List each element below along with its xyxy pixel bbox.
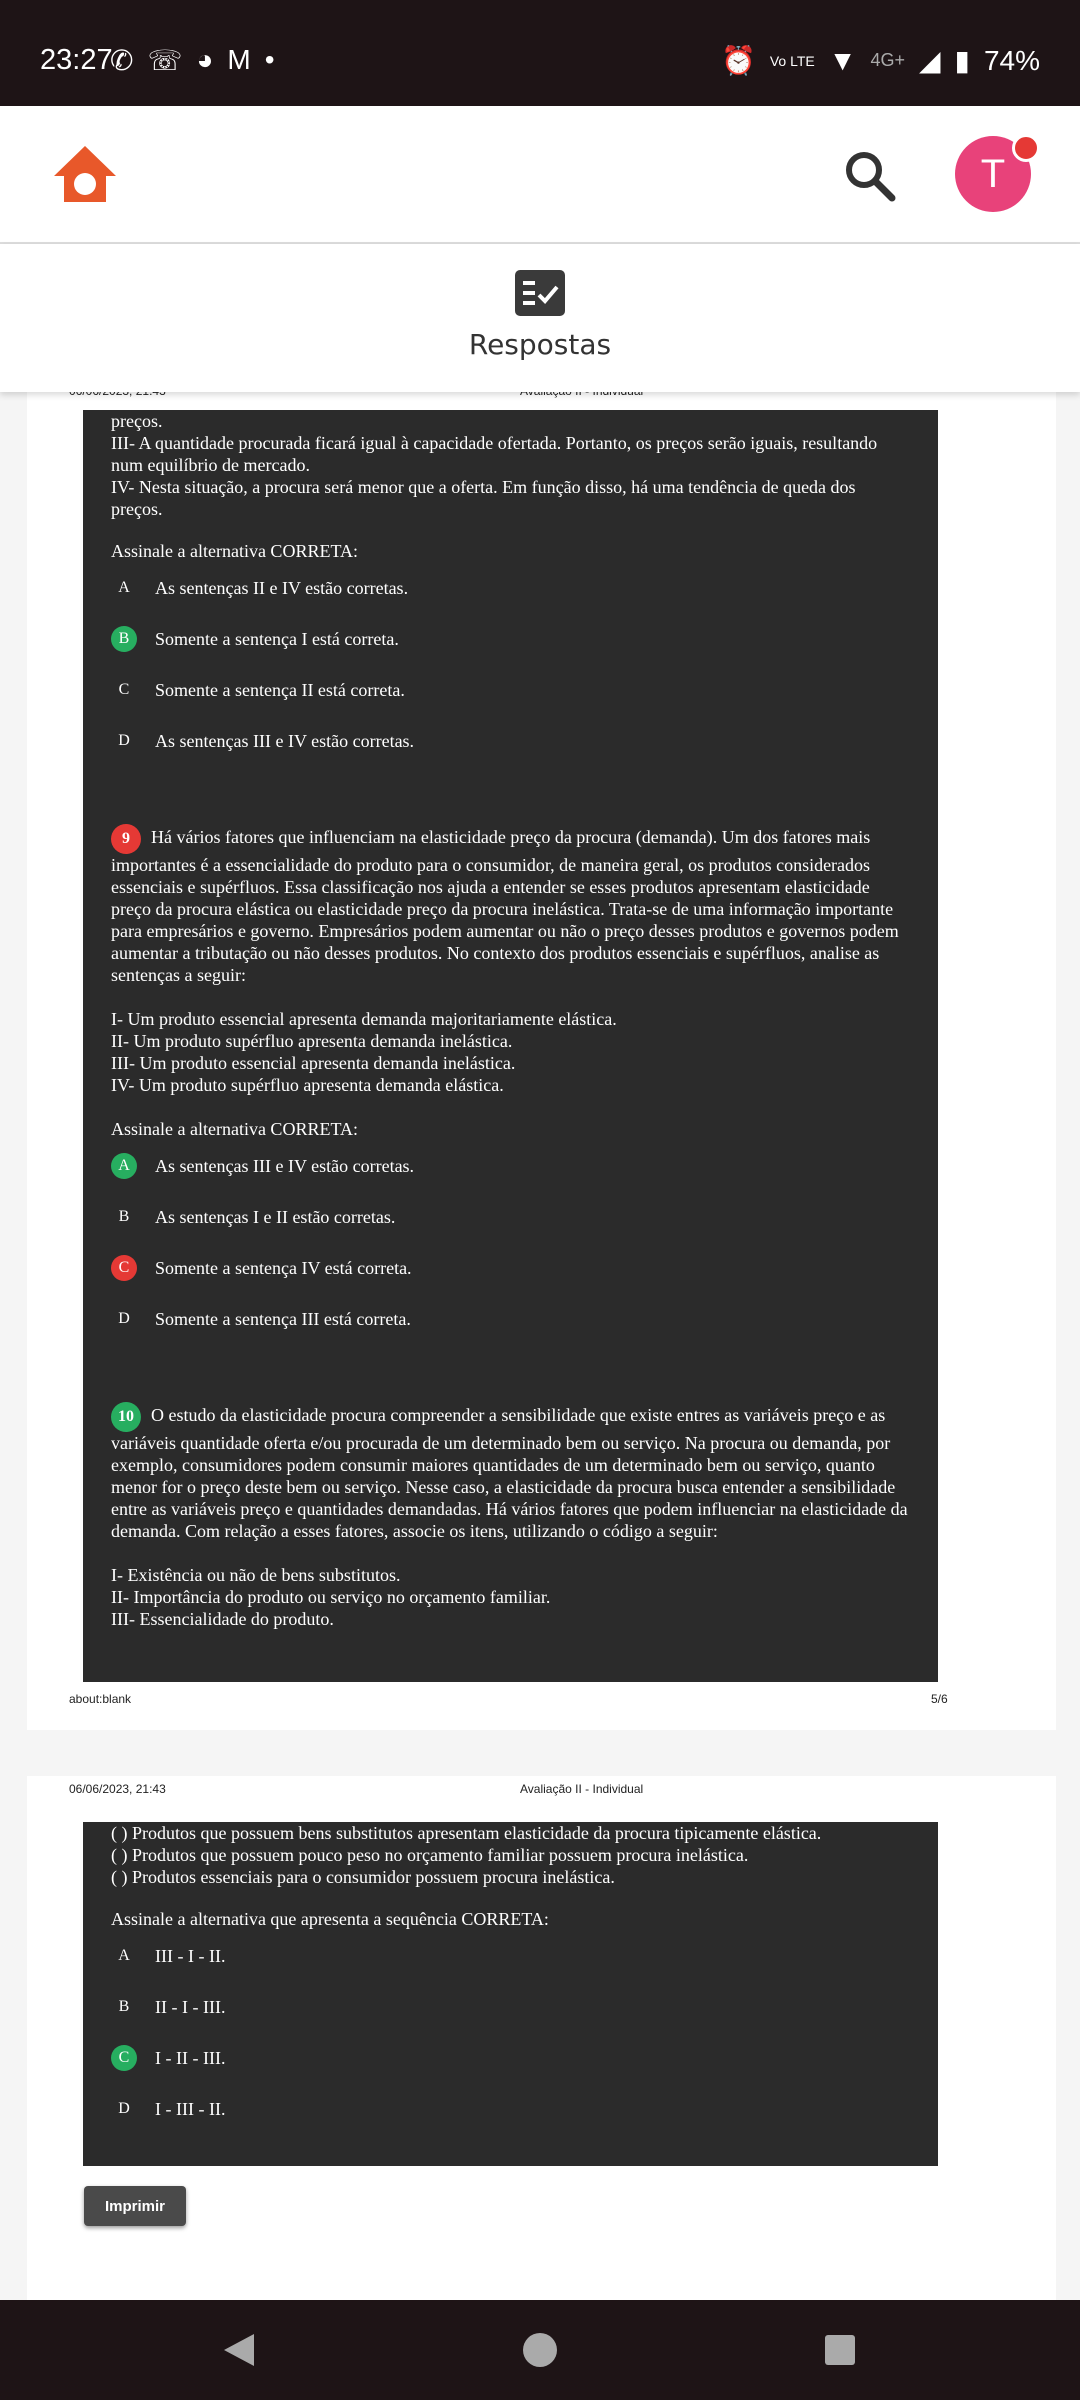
q9-statement: II- Um produto supérfluo apresenta demanda inelástica. [111, 1031, 513, 1051]
question-10-card-continued [83, 1822, 938, 2166]
network-label: 4G+ [870, 50, 905, 70]
volte-label: Vo LTE [769, 52, 815, 69]
status-time: 23:27 [40, 44, 113, 76]
question-10-card [83, 1374, 938, 1682]
q9-statement: I- Um produto essencial apresenta demanda majoritariamente elástica. [111, 1009, 617, 1029]
whatsapp-icon: ☏ [147, 45, 183, 76]
q10-item: I- Existência ou não de bens substitutos. [111, 1565, 401, 1585]
notification-icons [110, 44, 275, 77]
correct-option-letter: C [111, 2045, 137, 2071]
q9-question: Há vários fatores que influenciam na elasticidade preço da procura (demanda). Um dos fatores mais importantes é a essencialidade do produto para o consumidor, de maneira geral, os produtos considerados essenciais e supérfluos. Essa classificação nos ajuda a entender se esses produtos apresentam elasticidade preço da procura elástica ou elasticidade preço da procura inelástica. Trata-se de uma informação importante para empresários e governo. Empresários podem aumentar ou não o preço desses produtos e governos podem aumentar a tributação ou não desses produtos. No contexto dos produtos essenciais e supérfluos, analise as sentenças a seguir: [111, 827, 899, 985]
q9-statement: III- Um produto essencial apresenta demanda inelástica. [111, 1053, 516, 1073]
q8-option-d[interactable] [111, 715, 910, 766]
option-text: II - I - III. [155, 1996, 226, 2017]
print-page-5 [27, 378, 1056, 1730]
option-letter: B [118, 1207, 130, 1225]
page-header-date: 06/06/2023, 21:43 [69, 1782, 166, 1796]
q10-blank: ( ) Produtos essenciais para o consumidor possuem procura inelástica. [111, 1867, 615, 1887]
print-page-6 [27, 1776, 1056, 2300]
checklist-icon [515, 270, 565, 316]
system-icons [721, 44, 1040, 77]
option-letter: D [118, 1309, 130, 1327]
q8-line: III- A quantidade procurada ficará igual à capacidade ofertada. Portanto, os preços serão iguais, resultando num equilíbrio de mercado. [111, 433, 878, 475]
q10-item: II- Importância do produto ou serviço no orçamento familiar. [111, 1587, 551, 1607]
option-letter: D [118, 731, 130, 749]
q10-option-d[interactable] [111, 2083, 910, 2134]
q9-statement: IV- Um produto supérfluo apresenta demanda elástica. [111, 1075, 504, 1095]
q9-option-b[interactable] [111, 1191, 910, 1242]
tab-label: Respostas [468, 328, 612, 361]
signal-icon: ◢ [918, 45, 941, 76]
whatsapp-business-icon: ✆ [110, 45, 134, 76]
q10-blank: ( ) Produtos que possuem bens substitutos apresentam elasticidade da procura tipicamente elástica. [111, 1823, 822, 1843]
notification-badge [1012, 134, 1040, 162]
correct-option-letter: B [111, 626, 137, 652]
q9-option-d[interactable] [111, 1293, 910, 1344]
battery-label: 74% [983, 44, 1040, 76]
option-text: I - III - II. [155, 2098, 226, 2119]
q8-option-c[interactable] [111, 664, 910, 715]
option-text: III - I - II. [155, 1945, 226, 1966]
option-letter: C [118, 680, 130, 698]
brand-logo-icon[interactable] [52, 144, 118, 210]
page-header-title: Avaliação II - Individual [520, 1782, 644, 1796]
question-number-badge: 10 [111, 1402, 141, 1432]
answers-tab[interactable] [0, 244, 1080, 392]
q10-option-a[interactable] [111, 1930, 910, 1981]
q9-option-a[interactable] [111, 1140, 910, 1191]
alarm-icon: ⏰ [720, 45, 756, 76]
battery-icon: ▮ [954, 45, 970, 76]
search-icon[interactable] [840, 146, 900, 206]
system-nav-bar [0, 2300, 1080, 2400]
option-text: As sentenças III e IV estão corretas. [155, 730, 415, 751]
q9-prompt: Assinale a alternativa CORRETA: [111, 1119, 358, 1139]
status-bar [0, 0, 1080, 106]
correct-option-letter: A [111, 1153, 137, 1179]
page-footer-number: 5/6 [931, 1692, 948, 1706]
dot-icon: • [264, 44, 275, 75]
app-bar [0, 106, 1080, 244]
option-text: I - II - III. [155, 2047, 226, 2068]
question-9-card [83, 796, 938, 1374]
option-text: Somente a sentença IV está correta. [155, 1257, 412, 1278]
home-icon[interactable] [522, 2332, 558, 2368]
q10-option-b[interactable] [111, 1981, 910, 2032]
q10-option-c[interactable] [111, 2032, 910, 2083]
back-icon[interactable] [222, 2332, 256, 2368]
option-text: Somente a sentença II está correta. [155, 679, 405, 700]
wifi-icon: ▼ [828, 44, 857, 76]
q10-text [111, 1402, 910, 1542]
option-text: As sentenças I e II estão corretas. [155, 1206, 396, 1227]
avatar[interactable]: T [955, 136, 1031, 212]
q10-question: O estudo da elasticidade procura compreender a sensibilidade que existe entres as variáveis preço e as variáveis quantidade oferta e/ou procurada de um determinado bem ou serviço. Na procura ou demanda, por exemplo, consumidores podem consumir maiores quantidades de um determinado bem ou serviço, quanto menor for o preço deste bem ou serviço. Nesse caso, a elasticidade da procura busca entender a sensibilidade entre as variáveis preço e quantidades demandadas. Há vários fatores que podem influenciar na elasticidade da demanda. Com relação a esses fatores, associe os itens, utilizando o código a seguir: [111, 1405, 908, 1541]
q10-blank: ( ) Produtos que possuem pouco peso no orçamento familiar possuem procura inelástica. [111, 1845, 749, 1865]
option-text: Somente a sentença I está correta. [155, 628, 399, 649]
print-button[interactable]: Imprimir [84, 2186, 186, 2226]
question-number-badge: 9 [111, 824, 141, 854]
recents-icon[interactable] [824, 2334, 856, 2366]
page-footer-url: about:blank [69, 1692, 132, 1706]
option-letter: A [118, 578, 130, 596]
q10-item: III- Essencialidade do produto. [111, 1609, 334, 1629]
question-8-card [83, 410, 938, 800]
q8-prompt: Assinale a alternativa CORRETA: [111, 541, 358, 561]
wrong-option-letter: C [111, 1255, 137, 1281]
option-text: As sentenças II e IV estão corretas. [155, 577, 409, 598]
reddit-icon: ◕ [196, 44, 214, 75]
q8-line: IV- Nesta situação, a procura será menor que a oferta. Em função disso, há uma tendência de queda dos preços. [111, 477, 856, 519]
q8-option-a[interactable] [111, 562, 910, 613]
q9-text [111, 824, 910, 986]
q9-option-c[interactable] [111, 1242, 910, 1293]
gmail-icon: M [227, 44, 251, 75]
option-letter: D [118, 2099, 130, 2117]
q8-line: preços. [111, 411, 163, 431]
option-letter: A [118, 1946, 130, 1964]
option-text: Somente a sentença III está correta. [155, 1308, 411, 1329]
option-text: As sentenças III e IV estão corretas. [155, 1155, 415, 1176]
q8-option-b[interactable] [111, 613, 910, 664]
option-letter: B [118, 1997, 130, 2015]
q10-prompt: Assinale a alternativa que apresenta a sequência CORRETA: [111, 1909, 549, 1929]
